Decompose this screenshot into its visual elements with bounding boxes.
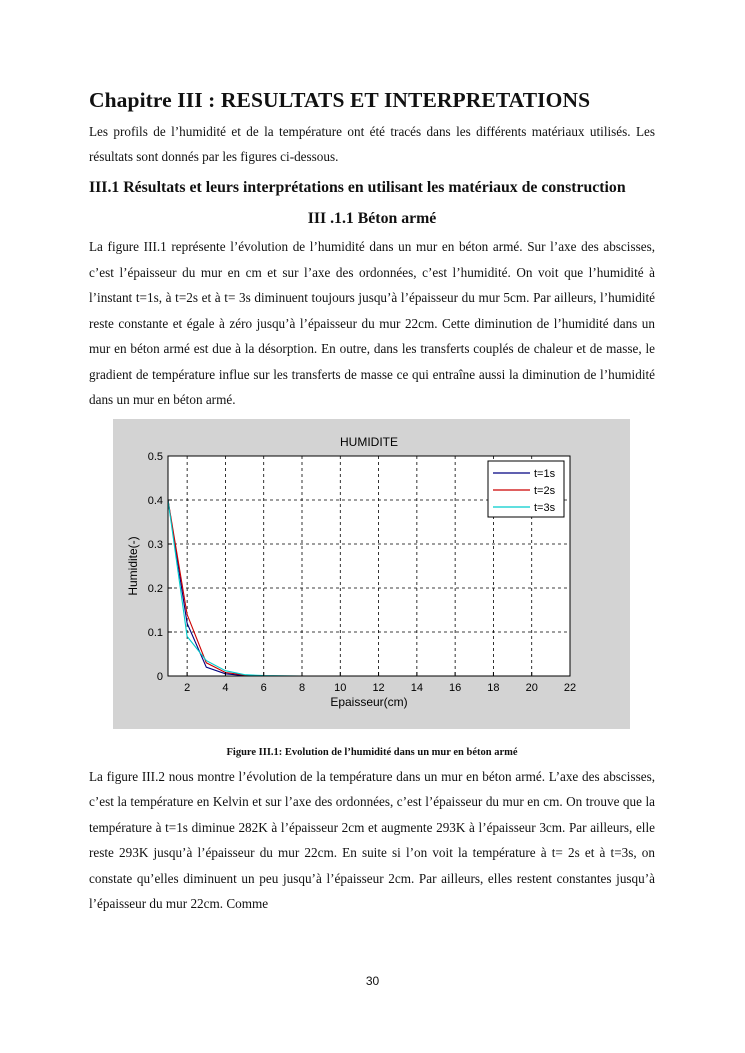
x-tick-label: 18 — [487, 681, 500, 694]
x-tick-label: 20 — [525, 681, 538, 694]
humidity-chart — [113, 419, 630, 729]
document-page — [89, 88, 655, 917]
x-tick-label: 22 — [563, 681, 577, 694]
y-tick-label: 0.3 — [147, 538, 163, 551]
y-tick-label: 0 — [156, 670, 163, 683]
paragraph-1: La figure III.1 représente l’évolution de l’humidité dans un mur en béton armé. Sur l’axe des abscisses, c’est l’épaisseur du mur en cm et sur l’axe des ordonnées, c’est l’humidité. On voit que l’humidité à l’instant t=1s, à t=2s et à t= 3s diminuent toujours jusqu’à l’épaisseur du mur 5cm. Par ailleurs, l’humidité reste constante et égale à zéro jusqu’à l’épaisseur du mur 22cm. Cette diminution de l’humidité dans un mur en béton armé est due à la désorption. En outre, dans les transferts couplés de chaleur et de masse, le gradient de température influe sur les transferts de masse ce qui entraîne aussi la diminution de l’humidité dans un mur en béton armé. — [89, 239, 655, 407]
figure-caption: Figure III.1: Evolution de l’humidité dans un mur en béton armé — [226, 746, 518, 758]
subsection-title: III .1.1 Béton armé — [307, 210, 437, 227]
x-tick-label: 8 — [298, 681, 306, 694]
x-axis-label: Epaisseur(cm) — [330, 694, 408, 709]
chart-title: HUMIDITE — [340, 434, 398, 449]
y-axis-label: Humidite(-) — [126, 535, 140, 596]
paragraph-2: La figure III.2 nous montre l’évolution de la température dans un mur en béton armé. L’axe des abscisses, c’est la température en Kelvin et sur l’axe des ordonnées, c’est l’épaisseur du mur en cm. On trouve que la température à t=1s diminue 282K à l’épaisseur 2cm et augmente 293K à l’épaisseur 3cm. Par ailleurs, elle reste 293K jusqu’à l’épaisseur du mur 22cm. En suite si l’on voit la température à t= 2s et à t=3s, on constate qu’elles diminuent un peu jusqu’à l’épaisseur 2cm. Par ailleurs, elles restent constantes jusqu’à l’épaisseur du mur 22cm. Comme — [89, 768, 655, 911]
y-tick-label: 0.5 — [147, 450, 163, 463]
y-tick-label: 0.2 — [147, 582, 163, 595]
y-tick-label: 0.1 — [147, 626, 163, 639]
x-tick-label: 4 — [222, 681, 229, 694]
x-tick-label: 16 — [449, 681, 462, 694]
legend-label: t=1s — [534, 467, 556, 480]
x-tick-label: 12 — [372, 681, 385, 694]
page-number: 30 — [365, 974, 380, 988]
intro-paragraph: Les profils de l’humidité et de la température ont été tracés dans les différents matériaux utilisés. Les résultats sont donnés par les figures ci-dessous. — [89, 124, 655, 164]
section-title: III.1 Résultats et leurs interprétations en utilisant les matériaux de construction — [89, 179, 626, 196]
legend-label: t=2s — [534, 484, 556, 497]
x-tick-label: 10 — [334, 681, 347, 694]
x-tick-label: 6 — [260, 681, 267, 694]
y-tick-label: 0.4 — [147, 494, 163, 507]
chapter-title: Chapitre III : RESULTATS ET INTERPRETATIONS — [89, 88, 591, 112]
x-tick-label: 2 — [184, 681, 191, 694]
x-tick-label: 14 — [410, 681, 423, 694]
figure-humidite — [89, 419, 655, 732]
legend-label: t=3s — [534, 501, 556, 514]
